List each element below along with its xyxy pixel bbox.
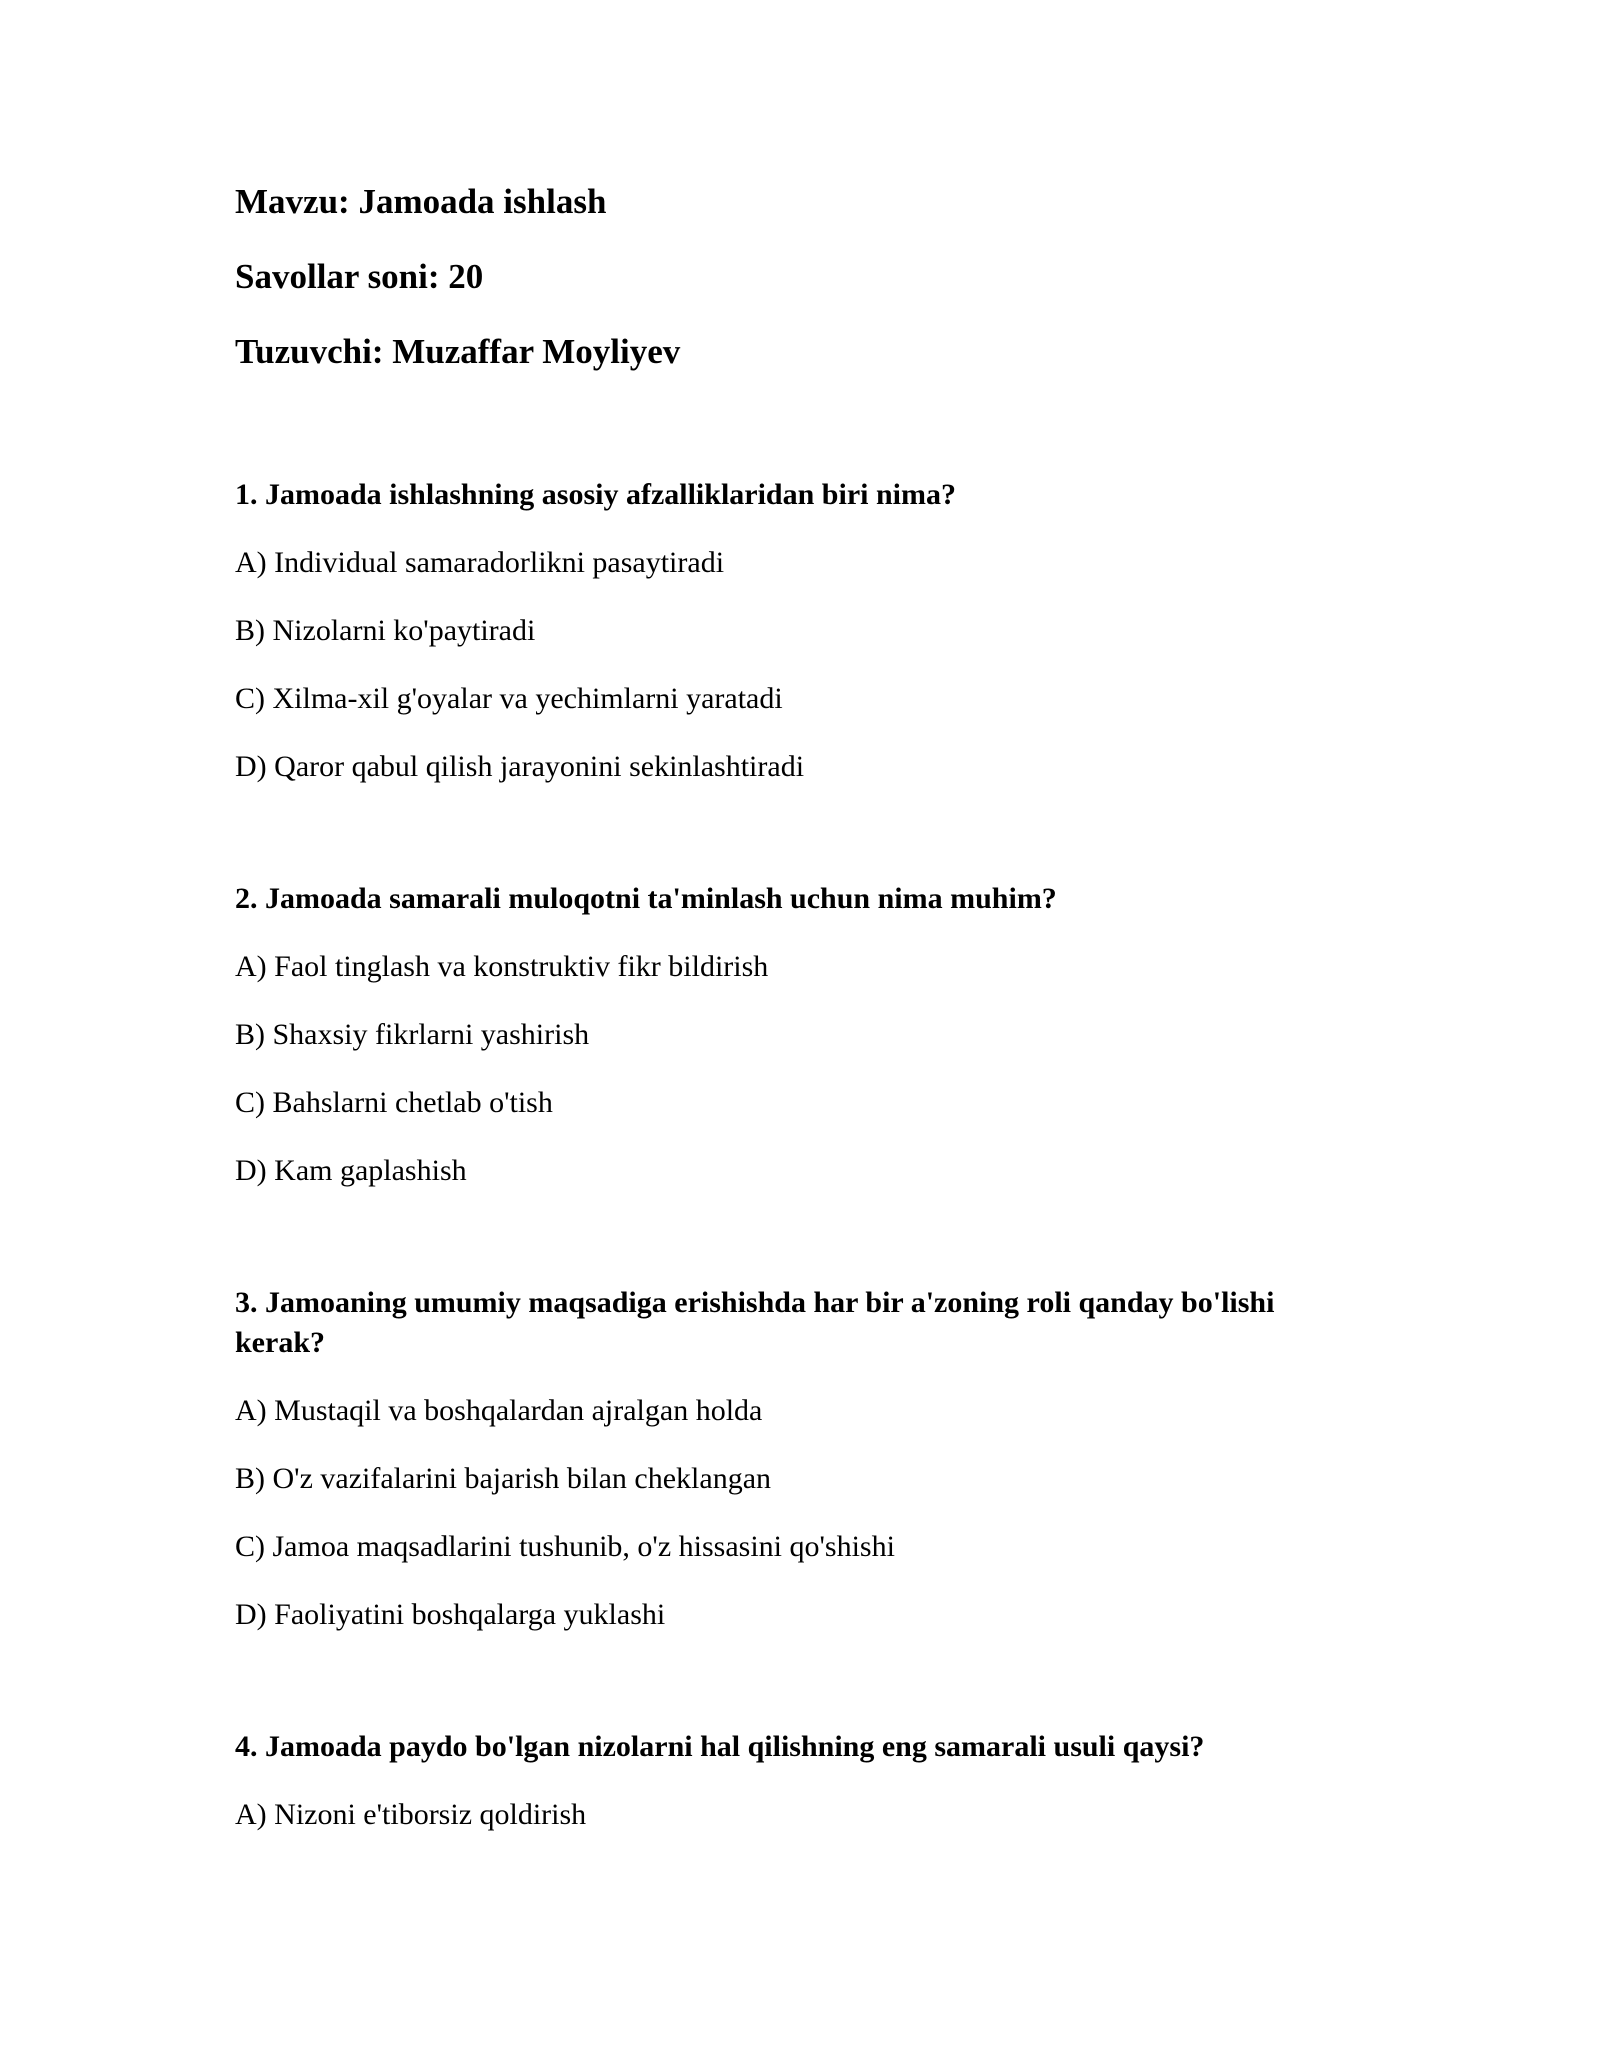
author-heading: Tuzuvchi: Muzaffar Moyliyev [235, 332, 681, 371]
answer-option-b: B) O'z vazifalarini bajarish bilan cheklangan [235, 1462, 772, 1495]
question-text: 3. Jamoaning umumiy maqsadiga erishishda har bir a'zoning roli qanday bo'lishi kerak? [235, 1286, 1275, 1359]
document-header [235, 180, 1365, 405]
answer-option-c: C) Xilma-xil g'oyalar va yechimlarni yaratadi [235, 682, 783, 715]
question-1 [235, 475, 1365, 787]
answer-option-a: A) Mustaqil va boshqalardan ajralgan holda [235, 1394, 763, 1427]
question-2 [235, 879, 1365, 1191]
answer-option-d: D) Faoliyatini boshqalarga yuklashi [235, 1598, 666, 1631]
question-3 [235, 1283, 1365, 1635]
topic-heading: Mavzu: Jamoada ishlash [235, 182, 607, 221]
question-text: 4. Jamoada paydo bo'lgan nizolarni hal qilishning eng samarali usuli qaysi? [235, 1730, 1205, 1763]
answer-option-d: D) Kam gaplashish [235, 1154, 467, 1187]
answer-option-d: D) Qaror qabul qilish jarayonini sekinlashtiradi [235, 750, 805, 783]
question-list [235, 475, 1365, 1927]
answer-option-a: A) Faol tinglash va konstruktiv fikr bildirish [235, 950, 769, 983]
answer-option-c: C) Jamoa maqsadlarini tushunib, o'z hissasini qo'shishi [235, 1530, 895, 1563]
answer-option-c: C) Bahslarni chetlab o'tish [235, 1086, 553, 1119]
answer-option-b: B) Shaxsiy fikrlarni yashirish [235, 1018, 590, 1051]
answer-option-a: A) Individual samaradorlikni pasaytiradi [235, 546, 725, 579]
question-count-heading: Savollar soni: 20 [235, 257, 484, 296]
question-text: 1. Jamoada ishlashning asosiy afzalliklaridan biri nima? [235, 478, 956, 511]
answer-option-b: B) Nizolarni ko'paytiradi [235, 614, 536, 647]
answer-option-a: A) Nizoni e'tiborsiz qoldirish [235, 1798, 587, 1831]
question-4 [235, 1727, 1365, 1835]
question-text: 2. Jamoada samarali muloqotni ta'minlash uchun nima muhim? [235, 882, 1057, 915]
